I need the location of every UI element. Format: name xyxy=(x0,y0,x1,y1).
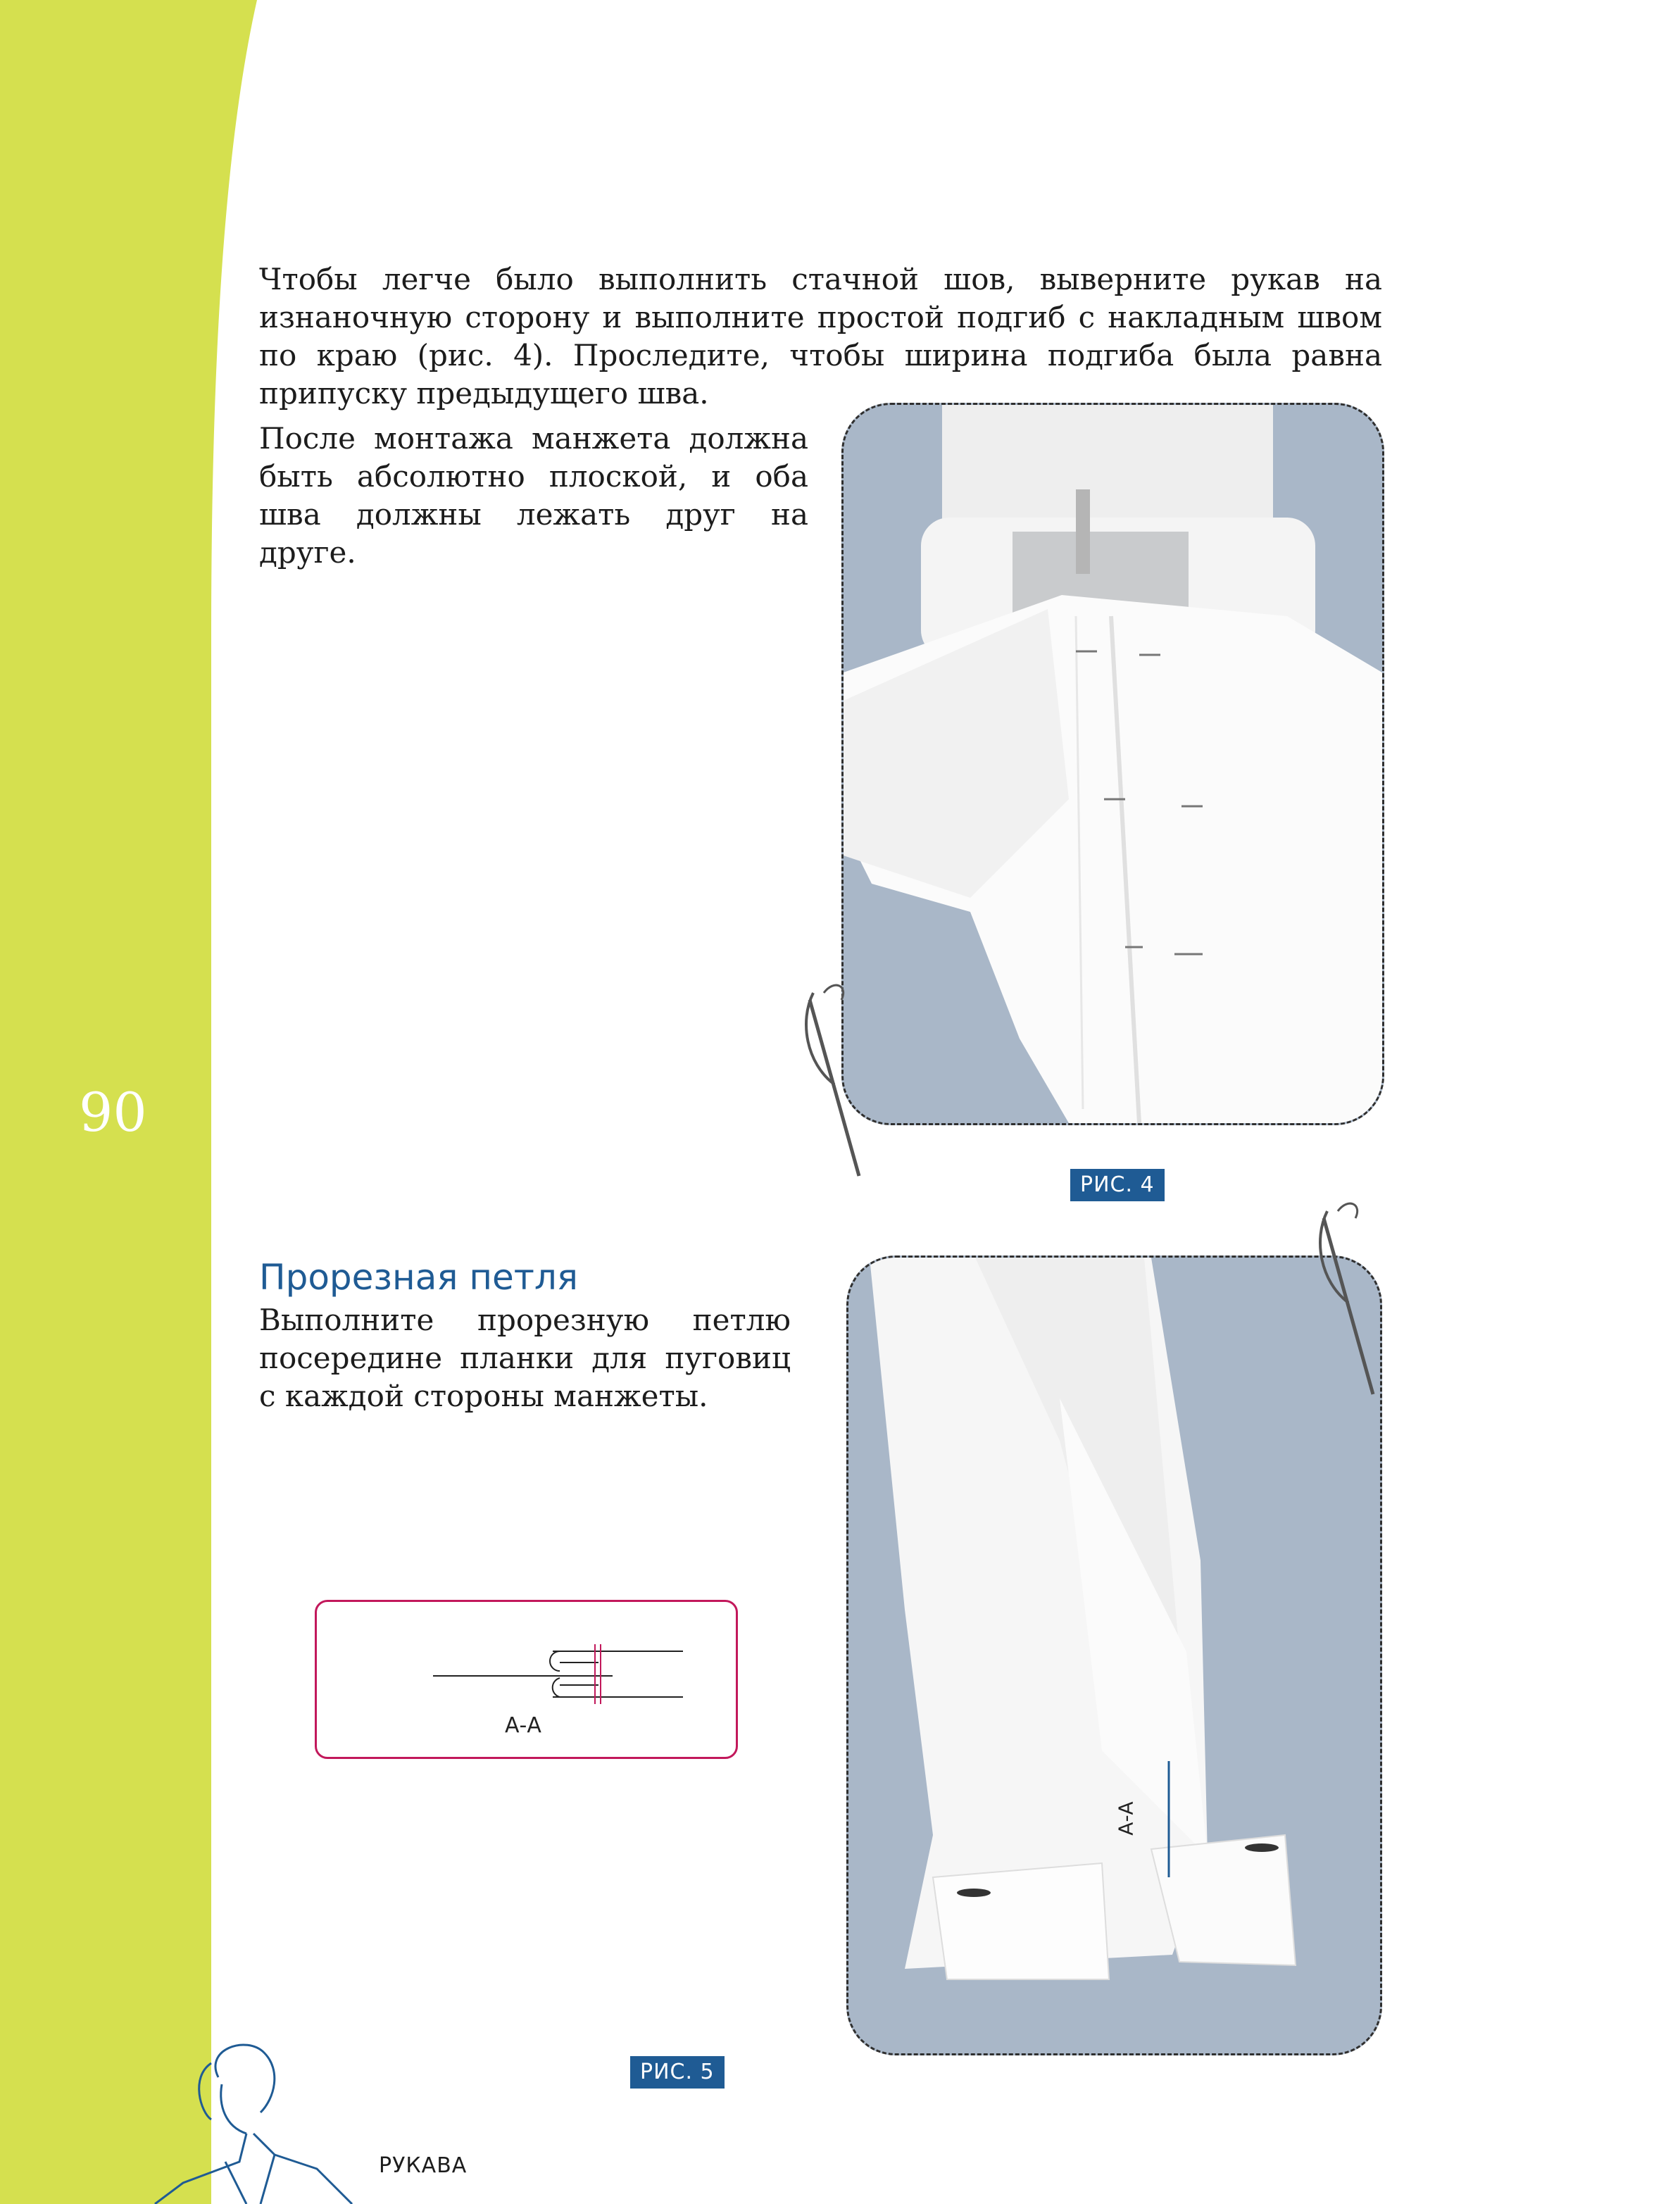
needle-thread-icon xyxy=(792,979,870,1183)
intro-paragraph-2: После монтажа манжета должна быть абсолютно плоской, и оба шва должны лежать друг на друге. xyxy=(259,421,808,570)
section-label: РУКАВА xyxy=(379,2153,468,2178)
cross-section-diagram xyxy=(315,1600,738,1759)
diagram-label: А-А xyxy=(505,1713,541,1738)
section-paragraph: Выполните прорезную петлю посередине планки для пуговиц с каждой стороны манжеты. xyxy=(259,1303,791,1413)
cut-label: А-А xyxy=(1114,1801,1138,1836)
sleeve-cuffs-illustration xyxy=(848,1258,1380,2053)
figure-5-caption: РИС. 5 xyxy=(630,2056,725,2089)
figure-5-photo xyxy=(846,1256,1382,2055)
section-heading: Прорезная петля xyxy=(259,1257,578,1298)
intro-paragraph: Чтобы легче было выполнить стачной шов, выверните рукав на изнаночную сторону и выполните простой подгиб с накладным швом по краю (рис. 4). Проследите, чтобы ширина подгиба была равна припуску предыдущего шва. xyxy=(259,262,1382,411)
needle-thread-icon-2 xyxy=(1306,1197,1384,1401)
figure-4-caption: РИС. 4 xyxy=(1070,1169,1165,1201)
woman-illustration xyxy=(141,2035,366,2204)
figure-4-photo xyxy=(841,403,1384,1125)
sewing-machine-illustration xyxy=(844,405,1382,1123)
page-number: 90 xyxy=(79,1081,147,1144)
